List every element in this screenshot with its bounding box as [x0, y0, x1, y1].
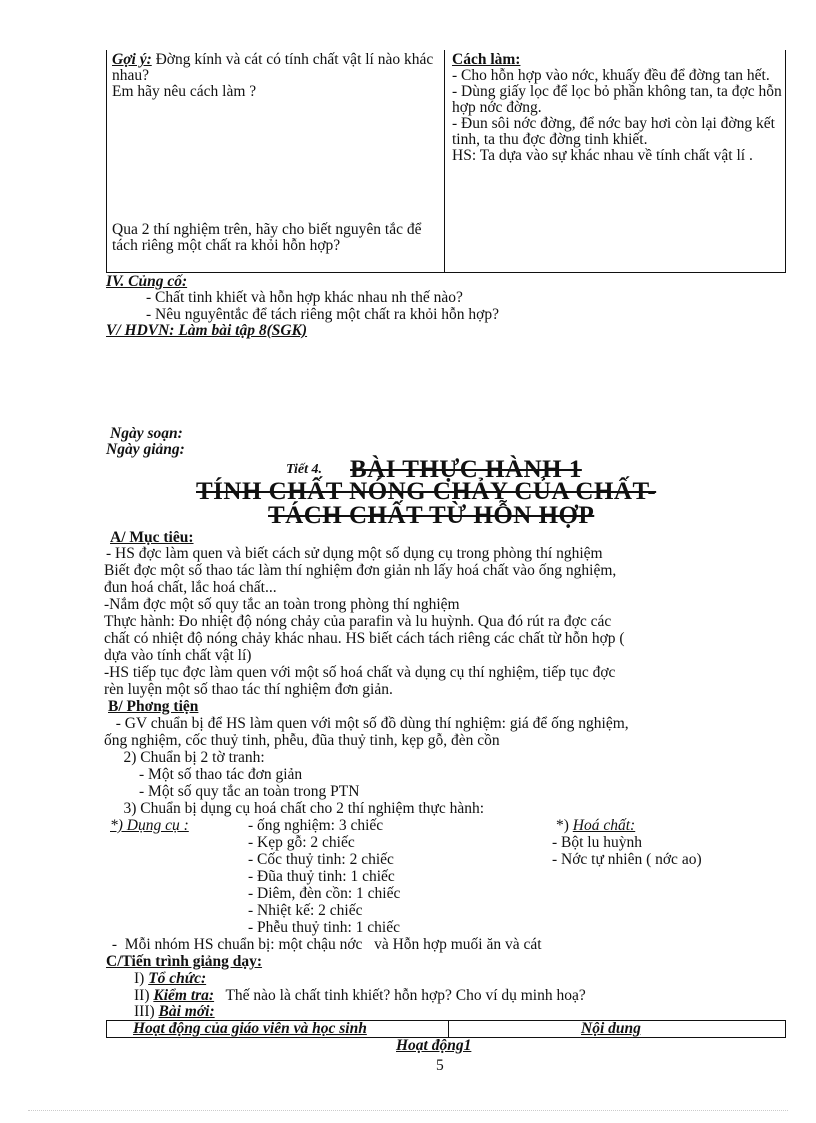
muc-tieu-line: Thực hành: Đo nhiệt độ nóng chảy của parafin và lu huỳnh. Qua đó rút ra đợc các	[104, 613, 612, 630]
hoa-chat-item: - Nớc tự nhiên ( nớc ao)	[552, 851, 702, 868]
ngay-giang: Ngày giảng:	[106, 441, 185, 458]
muc-tieu-line: Biết đợc một số thao tác làm thí nghiệm đơn giản nh lấy hoá chất vào ống nghiệm,	[104, 562, 617, 579]
cach-lam-heading: Cách làm:	[452, 51, 521, 68]
moi-nhom-text: - Mỗi nhóm HS chuẩn bị: một chậu nớc và Hỗn hợp muối ăn và cát	[108, 936, 542, 953]
muc-tieu-line: -Nắm đợc một số quy tắc an toàn trong phòng thí nghiệm	[104, 596, 460, 613]
bai-moi-label: Bài mới:	[158, 1003, 215, 1020]
col-content: Nội dung	[581, 1020, 641, 1037]
phuong-tien-line: ống nghiệm, cốc thuỷ tinh, phễu, đũa thuỷ tinh, kẹp gỗ, đèn cồn	[104, 732, 500, 749]
phuong-tien-heading: B/ Phơng tiện	[108, 698, 199, 715]
title-line-1: BÀI THỰC HÀNH 1	[350, 456, 582, 483]
title-line-3: TÁCH CHẤT TỪ HỖN HỢP	[268, 502, 595, 529]
bai-moi-row	[134, 1004, 215, 1020]
top-table	[106, 50, 786, 273]
cach-lam-line: - Cho hỗn hợp vào nớc, khuấy đều để đờng tan hết.	[452, 67, 770, 84]
muc-tieu-line: dựa vào tính chất vật lí)	[104, 647, 252, 664]
phuong-tien-line: 3) Chuẩn bị dụng cụ hoá chất cho 2 thí nghiệm thực hành:	[108, 800, 485, 817]
dung-cu-item: - Cốc thuỷ tinh: 2 chiếc	[248, 851, 394, 868]
cach-lam-line: HS: Ta dựa vào sự khác nhau về tính chất vật lí .	[452, 147, 753, 164]
kiem-tra-label: Kiểm tra:	[153, 987, 215, 1004]
dung-cu-item: - Nhiệt kế: 2 chiếc	[248, 902, 363, 919]
title-line-2: TÍNH CHẤT NÓNG CHẢY CỦA CHẤT-	[196, 478, 657, 505]
cach-lam-line: - Dùng giấy lọc để lọc bỏ phần không tan, ta đợc hỗn hợp nớc đờng.	[452, 83, 782, 116]
right-cell	[452, 52, 782, 164]
ngay-soan: Ngày soạn:	[110, 425, 183, 442]
page-number: 5	[436, 1057, 444, 1074]
muc-tieu-line: -HS tiếp tục đợc làm quen với một số hoá chất và dụng cụ thí nghiệm, tiếp tục đợc	[104, 664, 616, 681]
header-divider	[448, 1021, 449, 1037]
page-bottom-dotted-rule	[28, 1110, 788, 1111]
cung-co-item: - Chất tinh khiết và hỗn hợp khác nhau nh thế nào?	[146, 289, 463, 306]
hint-label: Gợi ý:	[112, 51, 152, 68]
tien-trinh-heading: C/Tiến trình giảng dạy:	[106, 953, 263, 970]
muc-tieu-line: - HS đợc làm quen và biết cách sử dụng một số dụng cụ trong phòng thí nghiệm	[106, 545, 603, 562]
muc-tieu-line: chất có nhiệt độ nóng chảy khác nhau. HS biết cách tách riêng các chất từ hỗn hợp (	[104, 630, 625, 647]
phuong-tien-line: - Một số thao tác đơn giản	[108, 766, 303, 783]
bai-moi-num: III)	[134, 1003, 159, 1020]
dung-cu-item: - Diêm, đèn cồn: 1 chiếc	[248, 885, 401, 902]
phuong-tien-line: - Một số quy tắc an toàn trong PTN	[108, 783, 360, 800]
hoat-dong-label: Hoạt động1	[396, 1037, 472, 1054]
hint-text: Đờng kính và cát có tính chất vật lí nào khác nhau?	[112, 51, 434, 84]
hdvn: V/ HDVN: Làm bài tập 8(SGK)	[106, 322, 308, 339]
dung-cu-item: - Phễu thuỷ tinh: 1 chiếc	[248, 919, 400, 936]
to-chuc-num: I)	[134, 970, 149, 987]
hoa-chat-label: Hoá chất:	[572, 817, 636, 834]
muc-tieu-line: đun hoá chất, lắc hoá chất...	[104, 579, 277, 596]
dung-cu-item: - Kẹp gỗ: 2 chiếc	[248, 834, 355, 851]
left-cell	[112, 52, 437, 100]
to-chuc-label: Tổ chức:	[148, 970, 207, 987]
cach-lam-line: - Đun sôi nớc đờng, để nớc bay hơi còn lại đờng kết tinh, ta thu đợc đờng tinh khiết.	[452, 115, 775, 148]
muc-tieu-line: rèn luyện một số thao tác thí nghiệm đơn giản.	[104, 681, 393, 698]
hoa-chat-heading	[556, 818, 635, 834]
cung-co-heading: IV. Củng cố:	[106, 273, 188, 290]
kiem-tra-num: II)	[134, 987, 154, 1004]
muc-tieu-heading: A/ Mục tiêu:	[110, 529, 194, 546]
cung-co-item: - Nêu nguyêntắc để tách riêng một chất ra khỏi hỗn hợp?	[146, 306, 499, 323]
tiet-label: Tiết 4.	[286, 462, 323, 477]
kiem-tra-row	[134, 988, 586, 1004]
dung-cu-item: - ống nghiệm: 3 chiếc	[248, 817, 384, 834]
phuong-tien-line: - GV chuẩn bị để HS làm quen với một số đồ dùng thí nghiệm: giá để ống nghiệm,	[108, 715, 629, 732]
left-bottom-text: Qua 2 thí nghiệm trên, hãy cho biết nguyên tắc để tách riêng một chất ra khỏi hỗn hợp?	[112, 221, 422, 254]
dung-cu-item: - Đũa thuỷ tinh: 1 chiếc	[248, 868, 395, 885]
phuong-tien-line: 2) Chuẩn bị 2 tờ tranh:	[108, 749, 265, 766]
kiem-tra-text: Thế nào là chất tinh khiết? hỗn hợp? Cho ví dụ minh hoạ?	[214, 987, 586, 1004]
col-teacher-student: Hoạt động của giáo viên và học sinh	[133, 1020, 367, 1037]
dung-cu-label: *) Dụng cụ :	[110, 817, 189, 834]
hoa-chat-prefix: *)	[556, 817, 573, 834]
hoa-chat-item: - Bột lu huỳnh	[552, 834, 642, 851]
to-chuc-row	[134, 971, 206, 987]
activity-table-header	[106, 1020, 786, 1038]
table-divider	[444, 50, 445, 272]
question-text: Em hãy nêu cách làm ?	[112, 83, 257, 100]
